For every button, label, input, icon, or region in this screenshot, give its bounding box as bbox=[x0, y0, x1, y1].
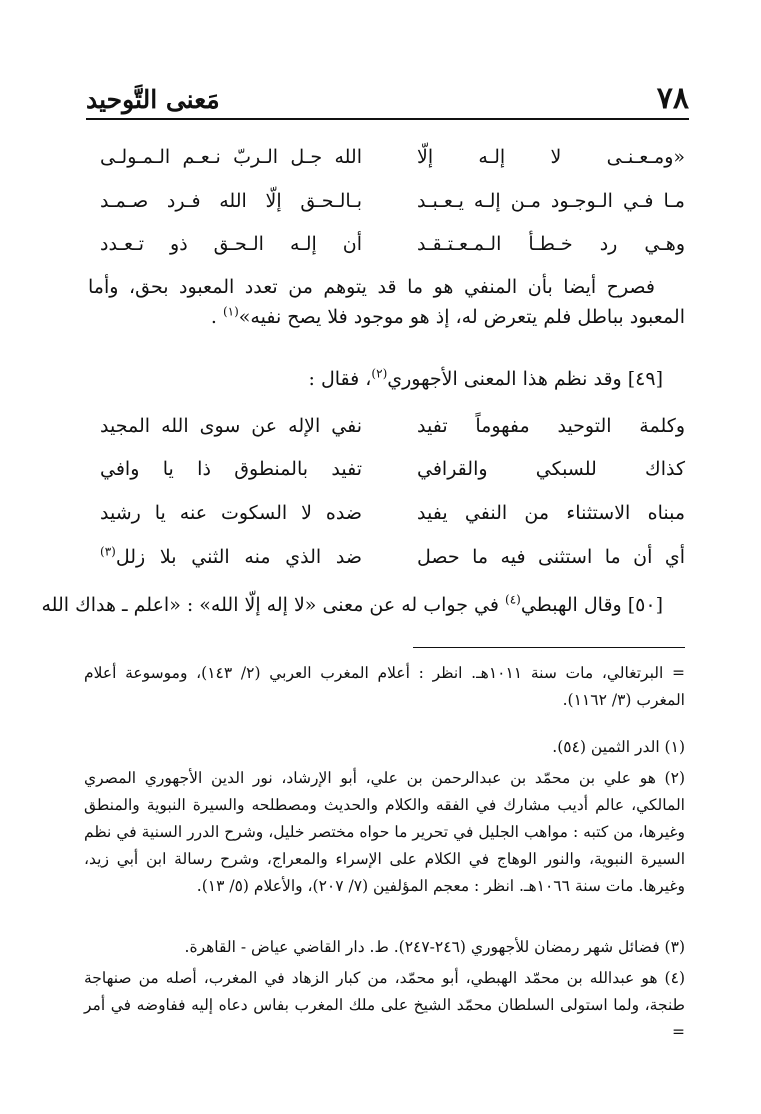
paragraph-text: [٤٩] وقد نظم هذا المعنى الأجهوري bbox=[387, 368, 663, 390]
page-header bbox=[86, 80, 689, 114]
footnote: = البرتغالي، مات سنة ١٠١١هـ. انظر : أعلام المغرب العربي (٢/ ١٤٣)، وموسوعة أعلام المغرب (٣/ ١١٦٢). bbox=[84, 664, 685, 709]
footnote-ref: (٤) bbox=[505, 592, 521, 607]
footnote-ref: (١) bbox=[222, 304, 239, 319]
verse-first-hemistich: مـا فـي الـوجـود مـن إلـه يـعـبـد bbox=[417, 190, 685, 212]
verse-second-hemistich: ضده لا السكوت عنه يا رشيد bbox=[100, 502, 362, 524]
footnote-rule bbox=[413, 647, 685, 648]
header-rule bbox=[86, 118, 689, 120]
body-paragraph bbox=[88, 364, 663, 394]
verse-first-hemistich: وهـي رد خـطـأ الـمـعـتـقـد bbox=[417, 233, 685, 255]
body-paragraph bbox=[41, 590, 663, 620]
poem-verse bbox=[100, 184, 685, 218]
poem-verse bbox=[100, 540, 685, 574]
body-paragraph bbox=[88, 272, 685, 332]
footnote: (١) الدر الثمين (٥٤). bbox=[552, 738, 685, 756]
verse-second-hemistich: الله جـل الـربّ نـعـم الـمـولـى bbox=[100, 146, 362, 168]
paragraph-end: . bbox=[210, 306, 223, 328]
footnote: (٤) هو عبدالله بن محمّد الهبطي، أبو محمّد، من كبار الزهاد في المغرب، أصله من صنهاجة طنجة، ولما استولى السلطان محمّد الشيخ على ملك المغرب بفاس دعاه إليه ففاوضه في أمر = bbox=[84, 969, 685, 1041]
verse-second-hemistich: بـالـحـق إلّا الله فـرد صـمـد bbox=[100, 190, 362, 212]
footnote: (٣) فضائل شهر رمضان للأجهوري (٢٤٦-٢٤٧). ط. دار القاضي عياض - القاهرة. bbox=[184, 938, 685, 956]
hemistich-text: ضد الذي منه الثني بلا زلل bbox=[115, 546, 362, 568]
verse-second-hemistich: نفي الإله عن سوى الله المجيد bbox=[100, 415, 362, 437]
paragraph-end: ، فقال : bbox=[308, 368, 372, 390]
running-title: مَعنى التَّوحيد bbox=[86, 85, 220, 114]
paragraph-text: [٥٠] وقال الهبطي bbox=[520, 594, 663, 616]
poem-verse bbox=[100, 496, 685, 530]
poem-verse bbox=[100, 409, 685, 443]
verse-first-hemistich: «ومـعـنـى لا إلـه إلّا bbox=[417, 146, 685, 168]
verse-first-hemistich: كذاك للسبكي والقرافي bbox=[417, 458, 685, 480]
poem-verse bbox=[100, 140, 685, 174]
verse-first-hemistich: مبناه الاستثناء من النفي يفيد bbox=[417, 502, 685, 524]
footnote-ref: (٢) bbox=[371, 366, 388, 381]
paragraph-text: فصرح أيضا بأن المنفي هو ما قد يتوهم من تعدد المعبود بحق، وأما المعبود بباطل فلم يتعرض له، إذ هو موجود فلا يصح نفيه» bbox=[88, 276, 685, 328]
poem-verse bbox=[100, 452, 685, 486]
verse-first-hemistich: أي أن ما استثنى فيه ما حصل bbox=[417, 546, 685, 568]
verse-second-hemistich bbox=[100, 542, 362, 572]
verse-first-hemistich: وكلمة التوحيد مفهوماً تفيد bbox=[417, 415, 685, 437]
footnote-ref: (٣) bbox=[100, 544, 116, 559]
page-number: ٧٨ bbox=[656, 81, 689, 116]
paragraph-text: في جواب له عن معنى «لا إله إلّا الله» : «اعلم ـ هداك الله bbox=[41, 594, 505, 616]
footnote: (٢) هو علي بن محمّد بن عبدالرحمن بن علي، أبو الإرشاد، نور الدين الأجهوري المصري المالكي، عالم أديب مشارك في الفقه والكلام والحديث ومصطلحه والسيرة النبوية والمنطق وغيرها، من كتبه : مواهب الجليل في تحرير ما حواه مختصر خليل، وشرح الدرر السنية في نظم السيرة النبوية، والنور الوهاج في الكلام على الإسراء والمعراج، وشرح رسالة ابن أبي زيد، وغيرها. مات سنة ١٠٦٦هـ. انظر : معجم المؤلفين (٧/ ٢٠٧)، والأعلام (٥/ ١٣). bbox=[84, 769, 685, 895]
verse-second-hemistich: تفيد بالمنطوق ذا يا وافي bbox=[100, 458, 362, 480]
verse-second-hemistich: أن إلـه الـحـق ذو تـعـدد bbox=[100, 233, 362, 255]
poem-verse bbox=[100, 227, 685, 261]
